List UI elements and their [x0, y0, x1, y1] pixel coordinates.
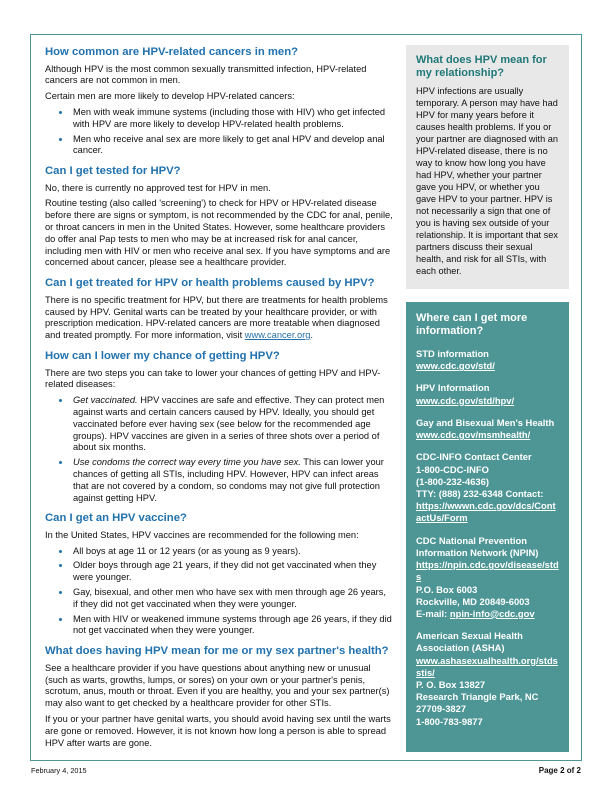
sidebar-column	[406, 45, 569, 752]
info-group-title: CDC National Prevention Information Network (NPIN)	[416, 534, 539, 558]
info-group-title: HPV Information	[416, 382, 490, 394]
address-line: Research Triangle Park, NC	[416, 691, 539, 703]
page-footer	[31, 766, 581, 775]
section-hpv-cancers	[45, 46, 393, 157]
bullet-list	[45, 107, 393, 157]
list-item: • Men who receive anal sex are more likely to get anal HPV and develop anal cancer.	[71, 134, 393, 158]
npin-email-link[interactable]: npin-info@cdc.gov	[449, 607, 535, 619]
paragraph-text: There is no specific treatment for HPV, but there are treatments for health problems caused by HPV. Genital warts can be treated by your healthcare provider, or with prescription medication. HPV-related cancers are more treatable when diagnosed and treated promptly. For more information, visit	[45, 294, 388, 341]
section-heading: How can I lower my chance of getting HPV?	[45, 349, 280, 362]
paragraph: If you or your partner have genital warts, you should avoid having sex until the warts are gone or removed. However, it is not known how long a person is able to spread HPV after warts are gone.	[45, 713, 391, 748]
phone-line: (1-800-232-4636)	[416, 475, 489, 487]
list-item: • Men with HIV or weakened immune systems through age 26 years, if they did not get vaccinated when they were younger.	[71, 614, 393, 638]
paragraph: See a healthcare provider if you have questions about anything new or unusual (such as warts, growths, lumps, or sores) on your own or your partner's penis, scrotum, anus, mouth or throat. Even if you are healthy, you and your sex partner(s) may also want to get checked by a healthcare provider for other STIs.	[45, 662, 390, 709]
info-group-title: STD information	[416, 348, 489, 359]
link-line	[416, 559, 559, 583]
paragraph: Although HPV is the most common sexually transmitted infection, HPV-related cancers are not common in men.	[45, 63, 367, 86]
paragraph: Routine testing (also called 'screening') to check for HPV or HPV-related disease before there are signs or symptom, is not recommended by the CDC for anal, penile, or throat cancers in men in the United States. However, some healthcare providers do offer anal Pap tests to men who may be at increased risk for anal cancer, including men with HIV or men who receive anal sex. If you have symptoms and are concerned about cancer, please see a healthcare provider.	[45, 198, 393, 268]
paragraph: No, there is currently no approved test for HPV in men.	[45, 182, 271, 193]
tty-line: TTY: (888) 232-6348 Contact:	[416, 487, 544, 499]
section-heading: Can I get an HPV vaccine?	[45, 512, 187, 525]
paragraph: There are two steps you can take to lower your chances of getting HPV and HPV-related diseases:	[45, 367, 381, 390]
link-line	[416, 500, 559, 524]
more-information-box	[406, 302, 569, 752]
document-page	[30, 34, 582, 761]
section-hpv-testing	[45, 165, 393, 269]
section-hpv-vaccine	[45, 512, 393, 637]
list-item: • Older boys through age 21 years, if they did not get vaccinated when they were younger.	[71, 560, 393, 584]
link-line	[416, 655, 559, 679]
info-group-hpv	[416, 382, 559, 406]
footer-page-number: Page 2 of 2	[538, 766, 581, 775]
footer-date: February 4, 2015	[31, 766, 87, 775]
bullet-lead-italic: Get vaccinated.	[73, 395, 138, 406]
section-heading: How common are HPV-related cancers in men?	[45, 46, 299, 58]
cdc-contact-form-link[interactable]: https://wwwn.cdc.gov/dcs/ContactUs/Form	[416, 500, 556, 524]
info-group-cdc-info	[416, 451, 559, 524]
phone-line: 1-800-783-9877	[416, 715, 483, 727]
bullet-list	[45, 395, 393, 504]
bullet-text: This can lower your chances of getting all STIs, including HPV. However, HPV can infect areas that are not covered by a condom, so condoms may not give full protection against getting HPV.	[73, 457, 384, 503]
link-line	[416, 360, 559, 372]
paragraph: Certain men are more likely to develop HPV-related cancers:	[45, 91, 295, 102]
info-group-asha	[416, 630, 559, 728]
relationship-heading: What does HPV mean for my relationship?	[416, 54, 547, 80]
info-group-title: American Sexual Health Association (ASHA)	[416, 630, 523, 654]
asha-link[interactable]: www.ashasexualhealth.org/stdsstis/	[416, 654, 558, 678]
list-item	[71, 457, 393, 504]
address-line: 27709-3827	[416, 703, 467, 715]
bullet-list	[45, 546, 393, 638]
email-line	[416, 608, 559, 620]
link-line	[416, 429, 559, 441]
info-group-title: CDC-INFO Contact Center	[416, 451, 532, 463]
address-line: P. O. Box 13827	[416, 679, 486, 691]
section-hpv-treatment	[45, 277, 393, 342]
section-heading: What does having HPV mean for me or my sex partner's health?	[45, 645, 389, 658]
bullet-lead-italic: Use condoms the correct way every time you have sex.	[73, 457, 301, 468]
list-item: • Men with weak immune systems (including those with HIV) who get infected with HPV are more likely to develop HPV-related health problems.	[71, 107, 393, 131]
list-item	[71, 395, 393, 454]
link-line	[416, 395, 559, 407]
email-label: E-mail:	[416, 607, 450, 619]
phone-line: 1-800-CDC-INFO	[416, 463, 489, 475]
info-group-npin	[416, 535, 559, 621]
section-heading: Can I get tested for HPV?	[45, 165, 181, 178]
section-partner-health	[45, 645, 393, 749]
section-heading: Can I get treated for HPV or health problems caused by HPV?	[45, 277, 375, 290]
relationship-body: HPV infections are usually temporary. A person may have had HPV for many years before it causes health problems. If you or your partner are diagnosed with an HPV-related disease, there is no way to know how long you have had HPV, whether your partner gave you HPV, or whether you gave HPV to your partner. HPV is not necessarily a sign that one of you is having sex outside of your relationship. It is important that sex partners discuss their sexual health, and risk for all STIs, with each other.	[416, 86, 558, 276]
main-column	[45, 45, 393, 752]
address-line: P.O. Box 6003	[416, 583, 478, 595]
list-item: • Gay, bisexual, and other men who have sex with men through age 26 years, if they did not get vaccinated when they were younger.	[71, 587, 393, 611]
cancer-org-link[interactable]: www.cancer.org	[244, 330, 311, 341]
info-group-title: Gay and Bisexual Men's Health	[416, 416, 555, 428]
msm-health-link[interactable]: www.cdc.gov/msmhealth/	[416, 429, 531, 441]
relationship-box	[406, 45, 569, 289]
address-line: Rockville, MD 20849-6003	[416, 595, 530, 607]
paragraph-text: .	[310, 330, 314, 341]
section-lower-chance	[45, 350, 393, 504]
info-group-msm-health	[416, 417, 559, 441]
hpv-info-link[interactable]: www.cdc.gov/std/hpv/	[416, 394, 515, 406]
npin-disease-link[interactable]: https://npin.cdc.gov/disease/stds	[416, 559, 559, 583]
bullet-text: HPV vaccines are safe and effective. They can protect men against warts and certain cancers caused by HPV. Ideally, you should get vaccinated before ever having sex (see below for the recommended age groups). HPV vaccines are given in a series of three shots over a period of about six months.	[73, 395, 385, 453]
paragraph	[45, 295, 393, 342]
std-info-link[interactable]: www.cdc.gov/std/	[416, 360, 495, 372]
info-group-std	[416, 348, 559, 372]
paragraph: In the United States, HPV vaccines are recommended for the following men:	[45, 529, 359, 540]
more-information-heading: Where can I get more information?	[416, 311, 528, 337]
list-item: • All boys at age 11 or 12 years (or as young as 9 years).	[71, 546, 393, 558]
